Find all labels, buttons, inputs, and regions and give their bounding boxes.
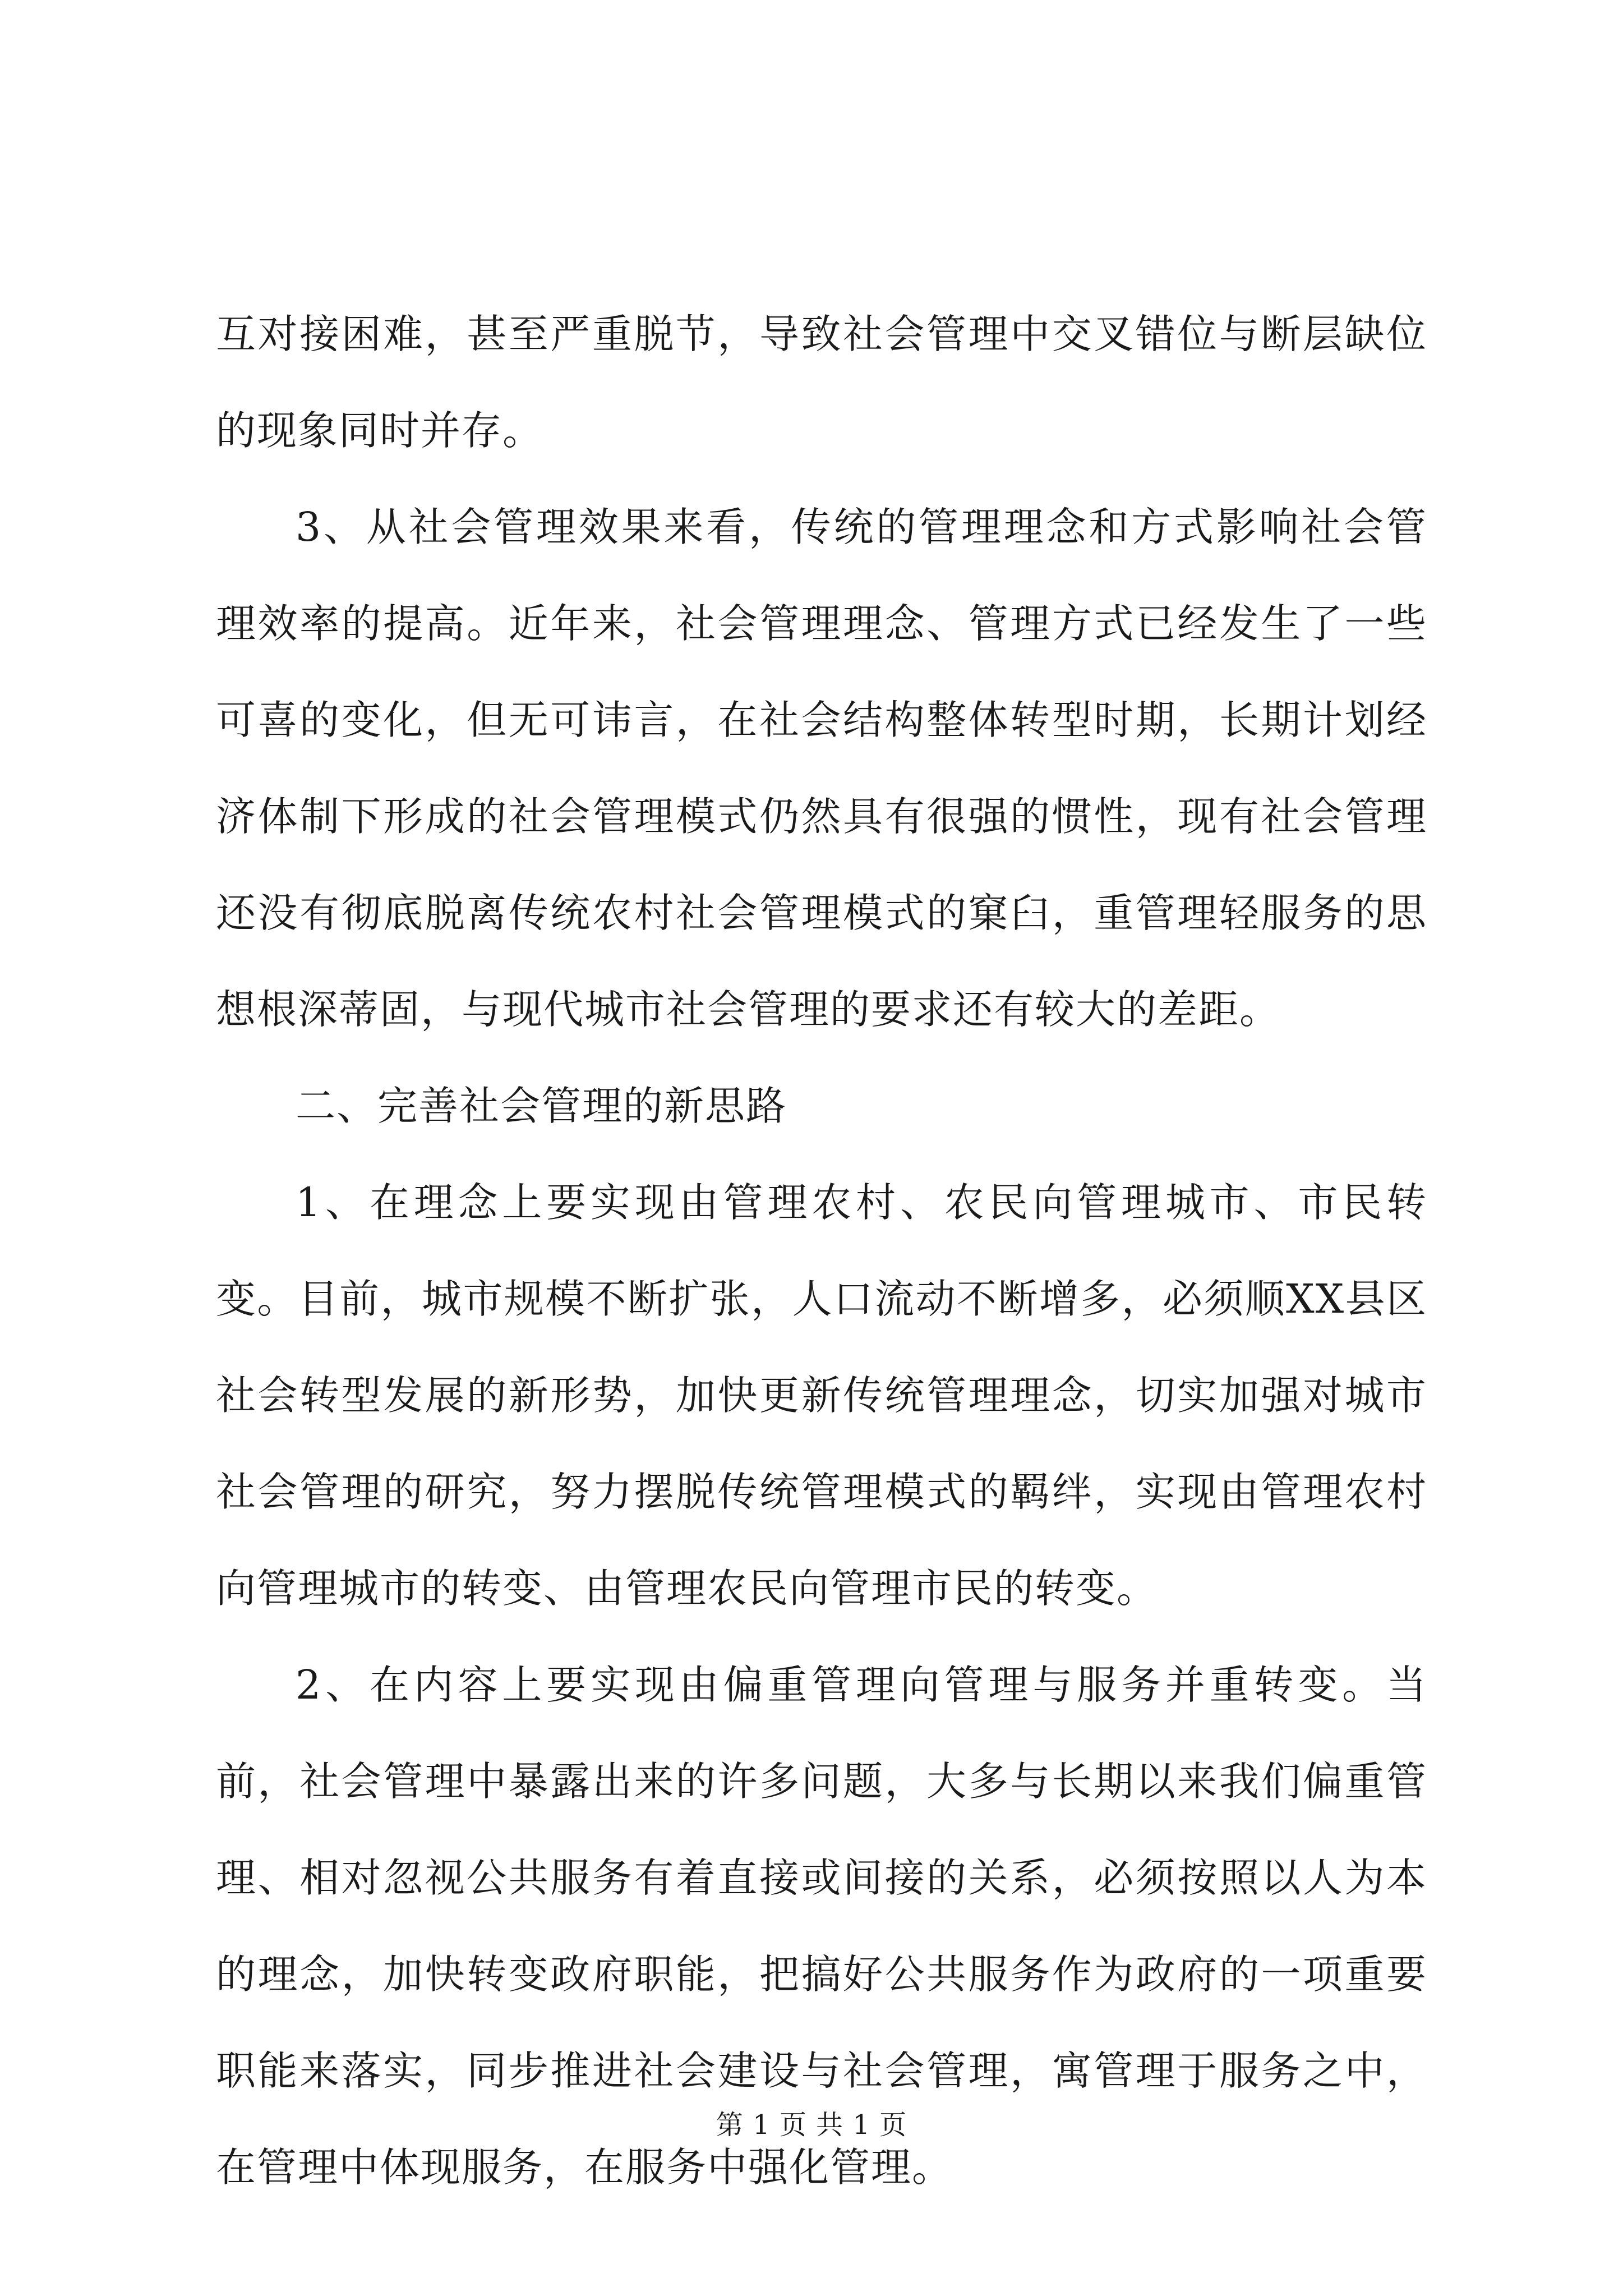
paragraph-concept-shift: 1、在理念上要实现由管理农村、农民向管理城市、市民转变。目前，城市规模不断扩张，人口流动不断增多，必须顺XX县区社会转型发展的新形势，加快更新传统管理理念，切实加强对城市社会管理的研究，努力摆脱传统管理模式的羁绊，实现由管理农村向管理城市的转变、由管理农民向管理市民的转变。 — [216, 1179, 1427, 1612]
paragraph-content-shift: 2、在内容上要实现由偏重管理向管理与服务并重转变。当前，社会管理中暴露出来的许多问题，大多与长期以来我们偏重管理、相对忽视公共服务有着直接或间接的关系，必须按照以人为本的理念，加快转变政府职能，把搞好公共服务作为政府的一项重要职能来落实，同步推进社会建设与社会管理，寓管理于服务之中，在管理中体现服务，在服务中强化管理。 — [216, 1662, 1427, 2191]
section-heading-new-ideas: 二、完善社会管理的新思路 — [296, 1083, 787, 1129]
paragraph-continuation: 互对接困难，甚至严重脱节，导致社会管理中交叉错位与断层缺位的现象同时并存。 — [216, 311, 1427, 454]
document-body — [216, 286, 1427, 2216]
paragraph-management-effect: 3、从社会管理效果来看，传统的管理理念和方式影响社会管理效率的提高。近年来，社会管理理念、管理方式已经发生了一些可喜的变化，但无可讳言，在社会结构整体转型时期，长期计划经济体制下形成的社会管理模式仍然具有很强的惯性，现有社会管理还没有彻底脱离传统农村社会管理模式的窠臼，重管理轻服务的思想根深蒂固，与现代城市社会管理的要求还有较大的差距。 — [216, 504, 1427, 1033]
page-number-footer: 第 1 页 共 1 页 — [716, 2109, 907, 2141]
